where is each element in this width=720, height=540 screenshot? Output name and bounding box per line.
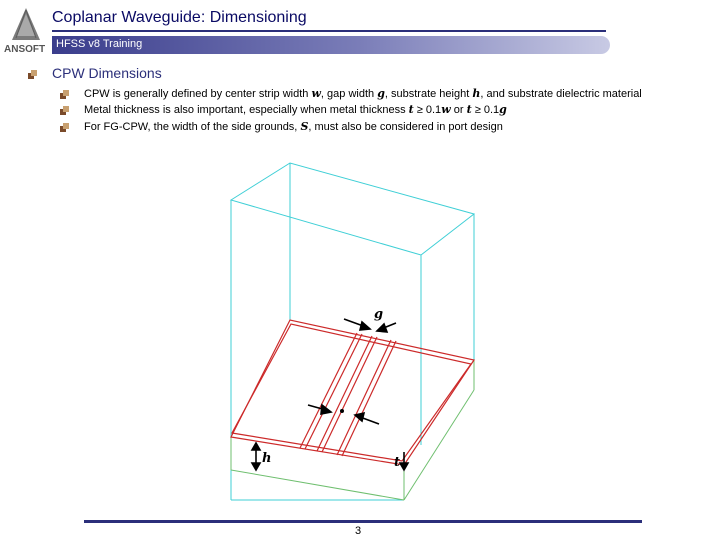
bullet-text: For FG-CPW, the width of the side grounds, [84, 121, 301, 133]
label-g: g [374, 307, 384, 322]
symbol-t: t [466, 103, 472, 116]
footer-divider [84, 520, 642, 523]
bullet-text: , and substrate dielectric material [480, 88, 642, 100]
air-box [231, 163, 474, 500]
page-title: Coplanar Waveguide: Dimensioning [52, 9, 307, 26]
label-t: t [394, 455, 401, 470]
bullet-text: or [450, 104, 467, 116]
conductor-layer [231, 320, 474, 465]
label-w: w [340, 400, 341, 401]
symbol-h: h [472, 87, 481, 100]
bullet-text: Metal thickness is also important, especially when metal thickness [84, 104, 409, 116]
section-heading: CPW Dimensions [52, 65, 162, 81]
symbol-g: g [499, 103, 507, 116]
label-h: h [262, 451, 272, 466]
bullet-text: ≥ 0.1 [413, 104, 442, 116]
bullet-text: , gap width [320, 88, 378, 100]
substrate [231, 360, 474, 500]
bullet-text: , substrate height [384, 88, 473, 100]
bullet-text: , must also be considered in port design [308, 121, 503, 133]
page-number: 3 [355, 525, 362, 537]
bullet-text: ≥ 0.1 [471, 104, 500, 116]
bullet-text: CPW is generally defined by center strip width [84, 88, 312, 100]
symbol-w: w [311, 87, 321, 100]
symbol-g: g [377, 87, 385, 100]
dimension-arrows [252, 319, 408, 470]
logo-text: ANSOFT [4, 44, 46, 54]
subtitle-text: HFSS v8 Training [56, 38, 143, 50]
symbol-t: t [408, 103, 414, 116]
symbol-s: S [300, 120, 309, 133]
symbol-w: w [441, 103, 451, 116]
center-strip-marker [340, 409, 344, 413]
